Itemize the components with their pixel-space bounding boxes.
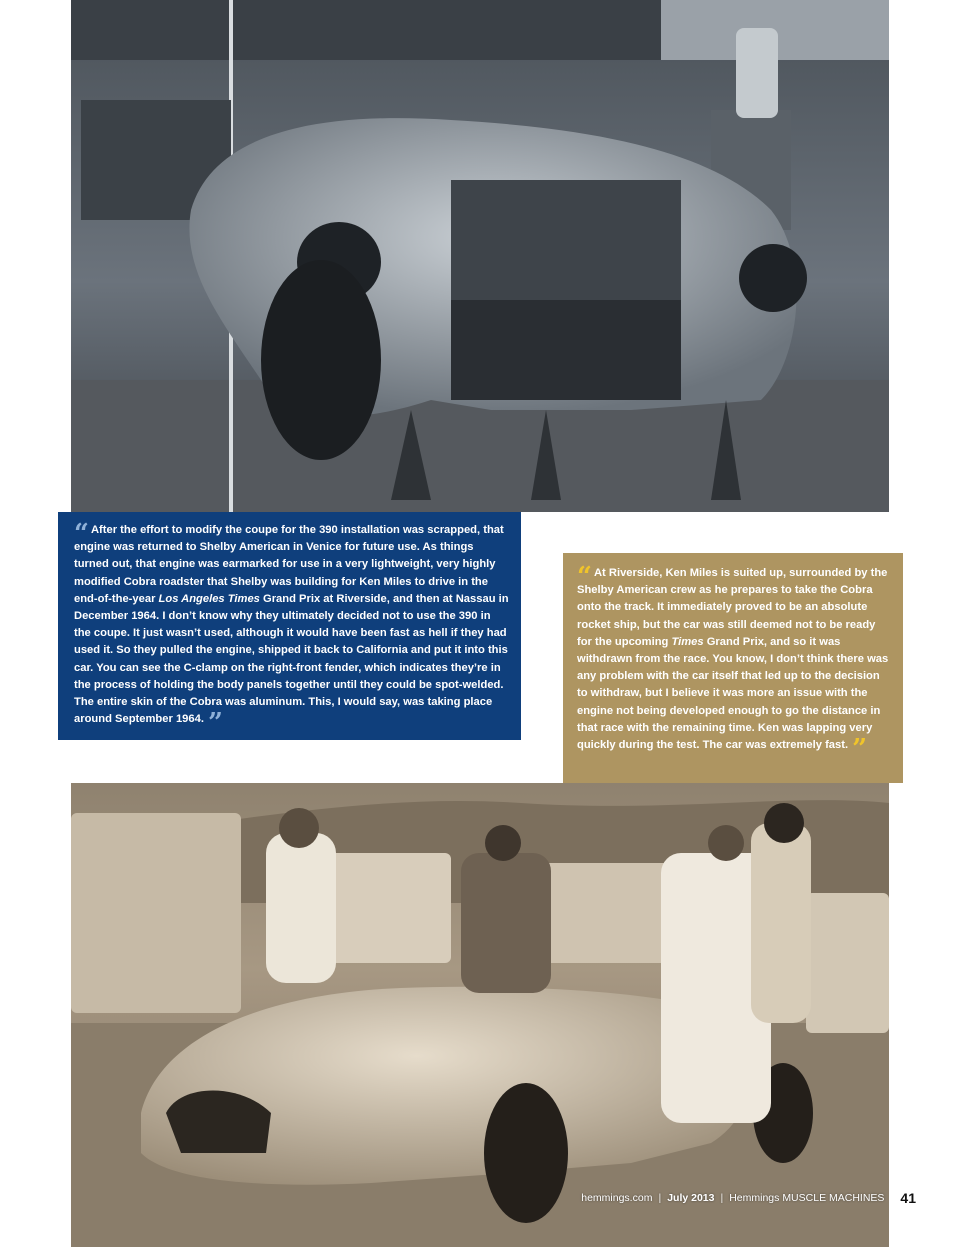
page-footer — [581, 1190, 916, 1206]
caption-riverside — [563, 553, 903, 783]
close-quote-icon: ” — [207, 708, 221, 739]
caption-riverside-text — [577, 562, 889, 765]
photo-riverside-crew — [71, 783, 889, 1247]
footer-separator: | — [658, 1192, 662, 1204]
open-quote-icon: “ — [74, 519, 87, 549]
caption-riverside-text-end: Grand Prix, and so it was withdrawn from the race. You know, I don’t think there was any problem with the car itself that led up to the decision to withdraw, but I believe it was more an issue with the engine not being developed enough to go the distance in that race with the remaining time. Ken was lapping very quickly during the test. The car was extremely fast. — [577, 635, 889, 752]
caption-riverside-text-start: At Riverside, Ken Miles is suited up, surrounded by the Shelby American crew as he prepares to take the Cobra onto the track. It immediately proved to be an absolute rocket ship, but the car was still deemed not to be ready for the upcoming — [577, 567, 888, 648]
caption-workshop-text — [74, 519, 509, 739]
caption-workshop — [58, 512, 521, 740]
open-quote-icon: “ — [577, 562, 590, 592]
photo-riverside-crew-image — [71, 783, 889, 1247]
photo-cobra-workshop-image — [71, 0, 889, 512]
close-quote-icon: ” — [852, 734, 866, 765]
caption-riverside-italic: Times — [671, 635, 704, 648]
caption-workshop-text-start: After the effort to modify the coupe for the 390 installation was scrapped, that engine was returned to Shelby American in Venice for future use. As things turned out, that engine was earmarked for use in a very lightweight, very highly modified Cobra roadster that Shelby was building for Ken Miles to drive in the end-of-the-year — [74, 524, 504, 605]
footer-issue: July 2013 — [667, 1192, 715, 1204]
footer-separator: | — [720, 1192, 724, 1204]
caption-workshop-text-end: Grand Prix at Riverside, and then at Nassau in December 1964. I don’t know why they ultimately decided not to use the 390 in the coupe. It just wasn’t used, although it would have been fast as hell if they had used it. So they pulled the engine, shipped it back to California and put it into this car. You can see the C-clamp on the right-front fender, which indicates they’re in the process of holding the body panels together until they could be spot-welded. The entire skin of the Cobra was aluminum. This, I would say, was taking place around September 1964. — [74, 592, 509, 726]
caption-workshop-italic: Los Angeles Times — [158, 592, 260, 605]
photo-cobra-workshop — [71, 0, 889, 512]
footer-site: hemmings.com — [581, 1192, 653, 1204]
page-number: 41 — [900, 1190, 916, 1206]
footer-publication: Hemmings MUSCLE MACHINES — [729, 1192, 885, 1204]
